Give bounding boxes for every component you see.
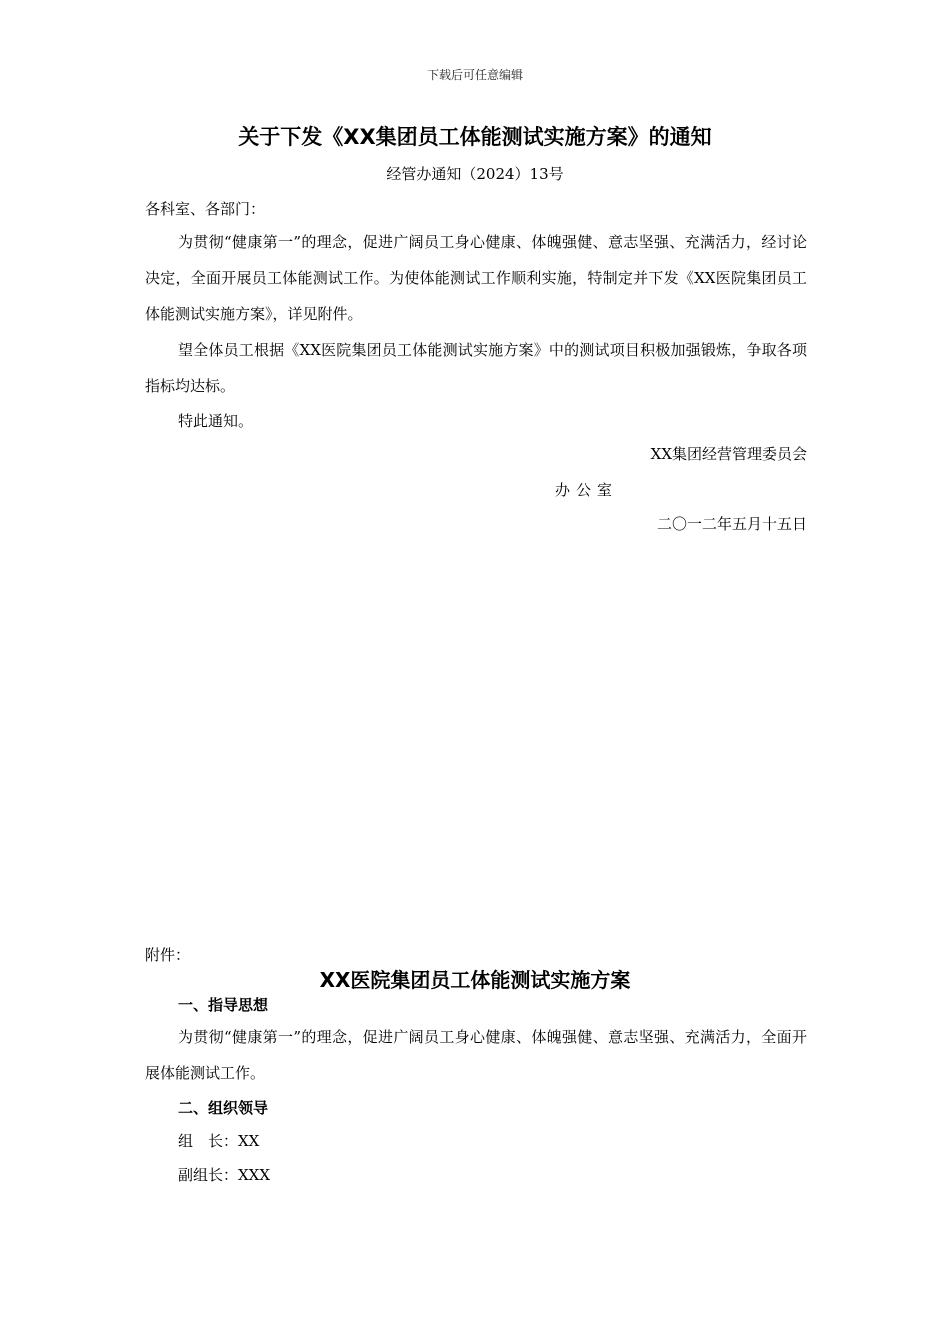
section-1-text: 为贯彻“健康第一”的理念，促进广阔员工身心健康、体魄强健、意志坚强、充满活力，全面开展体能测试工作。 <box>145 1028 807 1082</box>
notice-paragraph-2: 望全体员工根据《XX医院集团员工体能测试实施方案》中的测试项目积极加强锻炼，争取各项指标均达标。 <box>145 341 807 395</box>
deputy-leader-line: 副组长：XXX <box>178 1166 271 1184</box>
header-note: 下载后可任意编辑 <box>426 68 523 82</box>
section-2-heading: 二、组织领导 <box>178 1099 269 1117</box>
notice-paragraph-1: 为贯彻“健康第一”的理念，促进广阔员工身心健康、体魄强健、意志坚强、充满活力，经讨论决定，全面开展员工体能测试工作。为使体能测试工作顺利实施，特制定并下发《XX医院集团员工体能测试实施方案》，详见附件。 <box>145 233 807 323</box>
leader-line: 组 长：XX <box>178 1132 260 1150</box>
section-1-heading: 一、指导思想 <box>178 996 269 1014</box>
doc-number: 经管办通知（2024）13号 <box>386 165 564 183</box>
signature-org: XX集团经营管理委员会 <box>650 445 807 463</box>
closing-line: 特此通知。 <box>178 412 254 430</box>
notice-date: 二〇一二年五月十五日 <box>656 515 807 533</box>
notice-title: 关于下发《XX集团员工体能测试实施方案》的通知 <box>238 125 712 149</box>
attachment-label: 附件： <box>145 946 191 964</box>
signature-office: 办公室 <box>555 481 619 499</box>
salutation: 各科室、各部门： <box>145 200 266 218</box>
attachment-title: XX医院集团员工体能测试实施方案 <box>319 968 631 992</box>
